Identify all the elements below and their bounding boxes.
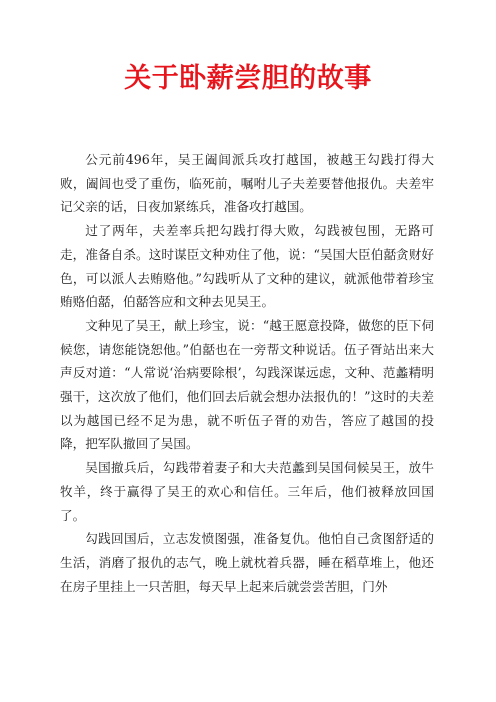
paragraph: 吴国撤兵后，勾践带着妻子和大夫范蠡到吴国伺候吴王，放牛牧羊，终于赢得了吴王的欢心和信任。三年后，他们被释放回国了。	[60, 460, 434, 523]
paragraph: 过了两年，夫差率兵把勾践打得大败，勾践被包围，无路可走，准备自杀。这时谋臣文种劝住了他，说：“吴国大臣伯嚭贪财好色，可以派人去贿赂他。”勾践听从了文种的建议，就派他带着珍宝贿赂伯嚭，伯嚭答应和文种去见吴王。	[60, 223, 434, 310]
paragraph: 公元前496年，吴王阖闾派兵攻打越国，被越王勾践打得大败，阖闾也受了重伤，临死前，嘱咐儿子夫差要替他报仇。夫差牢记父亲的话，日夜加紧练兵，准备攻打越国。	[60, 152, 434, 215]
paragraph: 勾践回国后，立志发愤图强，准备复仇。他怕自己贪图舒适的生活，消磨了报仇的志气，晚上就枕着兵器，睡在稻草堆上，他还在房子里挂上一只苦胆，每天早上起来后就尝尝苦胆，门外	[60, 531, 434, 594]
paragraph: 文种见了吴王，献上珍宝，说：“越王愿意投降，做您的臣下伺候您，请您能饶恕他。”伯嚭也在一旁帮文种说话。伍子胥站出来大声反对道：“人常说‘治病要除根’，勾践深谋远虑，文种、范蠡精明强干，这次放了他们，他们回去后就会想办法报仇的！”这时的夫差以为越国已经不足为患，就不听伍子胥的劝告，答应了越国的投降，把军队撤回了吴国。	[60, 317, 434, 452]
document-body	[60, 148, 434, 598]
document-title: 关于卧薪尝胆的故事	[124, 63, 372, 94]
